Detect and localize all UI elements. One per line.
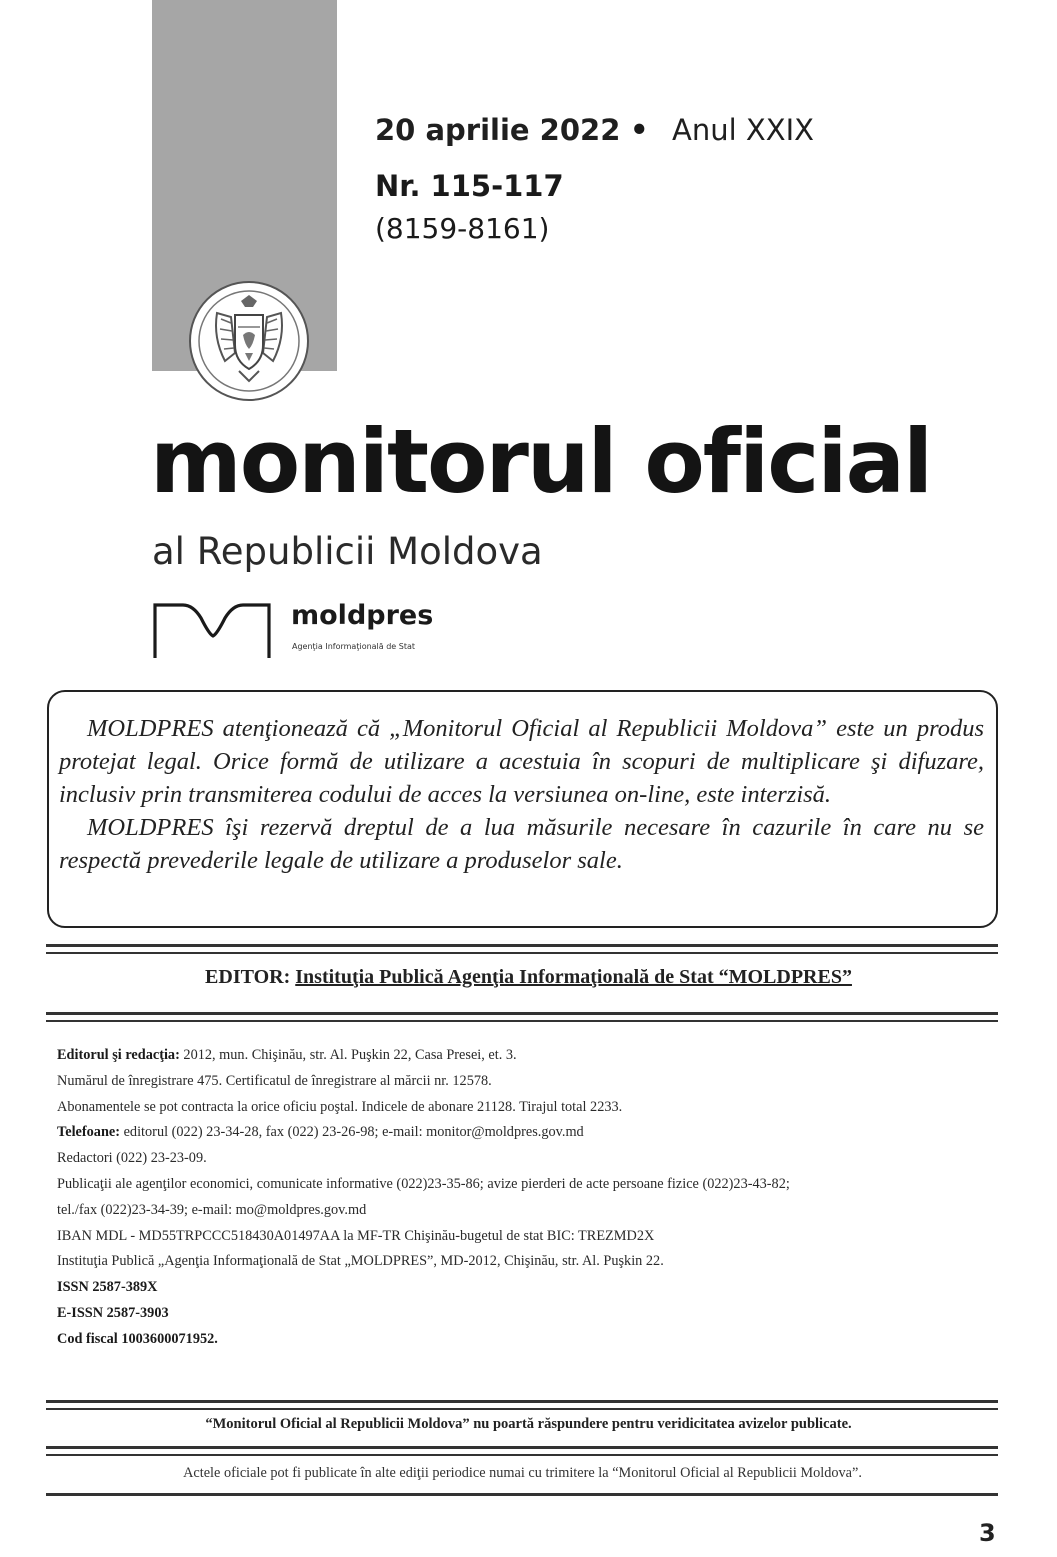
coat-of-arms-icon [191, 283, 307, 399]
divider [46, 1446, 998, 1456]
imprint-institution: Instituţia Publică „Agenţia Informaţională de Stat „MOLDPRES”, MD-2012, Chişinău, str. Al. Puşkin 22. [57, 1253, 664, 1270]
imprint-issn [57, 1275, 790, 1301]
divider [46, 1012, 998, 1022]
copyright-notice-box [47, 690, 998, 928]
imprint-registration: Numărul de înregistrare 475. Certificatul de înregistrare al mărcii nr. 12578. [57, 1072, 492, 1089]
imprint-phones [57, 1120, 790, 1146]
imprint-phones-text: editorul (022) 23-34-28, fax (022) 23-26-98; e-mail: monitor@moldpres.gov.md [120, 1124, 584, 1141]
notice-paragraph: MOLDPRES atenţionează că „Monitorul Oficial al Republicii Moldova” este un produs protejat legal. Orice formă de utilizare a acestuia în scopuri de multiplicare şi difuzare, inclusiv prin transmiterea codului de acces la versiunea on-line, este interzisă. [59, 715, 984, 808]
notice-paragraph: MOLDPRES îşi rezervă dreptul de a lua măsurile necesare în cazurile în care nu se respectă prevederile legale de utilizare a produselor sale. [59, 814, 984, 874]
coat-of-arms-emblem [189, 281, 309, 401]
page-number: 3 [979, 1519, 996, 1547]
imprint-fiscal-code-text: Cod fiscal 1003600071952. [57, 1330, 218, 1347]
issue-number-range: (8159-8161) [375, 212, 550, 245]
logo-tagline: Agenţia Informaţională de Stat [292, 642, 416, 651]
divider [46, 944, 998, 954]
logo-name: moldpres [291, 600, 434, 631]
imprint-block [57, 1043, 790, 1353]
issue-year: Anul XXIX [672, 113, 815, 147]
divider [46, 1493, 998, 1496]
header-separator: • [630, 113, 649, 147]
footer-disclaimer: “Monitorul Oficial al Republicii Moldova” nu poartă răspundere pentru veridicitatea avizelor publicate. [205, 1416, 852, 1432]
imprint-address [57, 1043, 790, 1069]
imprint-eissn [57, 1301, 790, 1327]
imprint-editors: Redactori (022) 23-23-09. [57, 1150, 207, 1167]
imprint-issn-text: ISSN 2587-389X [57, 1279, 158, 1296]
imprint-publications-line2: tel./fax (022)23-34-39; e-mail: mo@moldpres.gov.md [57, 1201, 367, 1218]
footer-reprint-note: Actele oficiale pot fi publicate în alte ediţii periodice numai cu trimitere la “Monitorul Oficial al Republicii Moldova”. [183, 1465, 862, 1481]
imprint-eissn-text: E-ISSN 2587-3903 [57, 1304, 169, 1321]
editor-name: Instituţia Publică Agenţia Informaţională de Stat “MOLDPRES” [295, 966, 852, 988]
imprint-publications-line1: Publicaţii ale agenţilor economici, comunicate informative (022)23-35-86; avize pierderi de acte persoane fizice (022)23-43-82; [57, 1175, 790, 1192]
imprint-fiscal-code [57, 1327, 790, 1353]
imprint-address-text: 2012, mun. Chişinău, str. Al. Puşkin 22, Casa Presei, et. 3. [179, 1047, 517, 1063]
imprint-iban: IBAN MDL - MD55TRPCCC518430A01497AA la MF-TR Chişinău-bugetul de stat BIC: TREZMD2X [57, 1227, 655, 1244]
editor-line [0, 966, 1057, 989]
masthead-title: monitorul oficial [150, 410, 932, 513]
imprint-subscriptions: Abonamentele se pot contracta la orice oficiu poştal. Indicele de abonare 21128. Tirajul total 2233. [57, 1098, 623, 1115]
imprint-address-label: Editorul şi redacţia: [57, 1047, 180, 1063]
masthead-subtitle: al Republicii Moldova [152, 530, 543, 573]
divider [46, 1400, 998, 1410]
issue-date: 20 aprilie 2022 [375, 113, 621, 147]
issue-number: Nr. 115-117 [375, 169, 564, 203]
editor-label: EDITOR: [205, 966, 291, 988]
moldpres-logo-icon [153, 602, 273, 658]
imprint-phones-label: Telefoane: [57, 1124, 121, 1141]
